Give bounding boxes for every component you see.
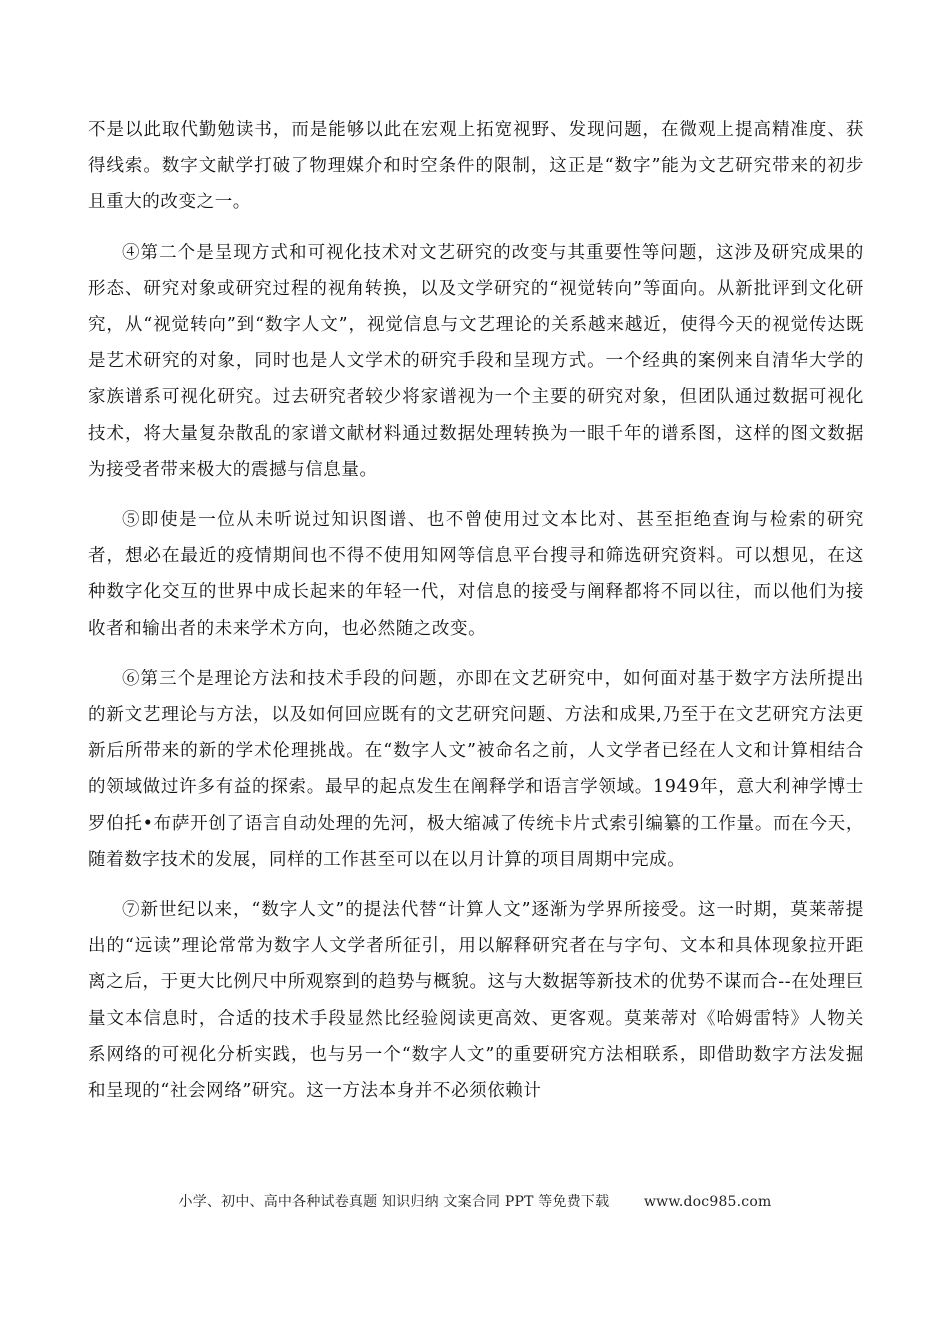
page-footer xyxy=(0,1191,950,1211)
paragraph-7: ⑦新世纪以来，“数字人文”的提法代替“计算人文”逐渐为学界所接受。这一时期，莫莱蒂提出的“远读”理论常常为数字人文学者所征引，用以解释研究者在与字句、文本和具体现象拉开距离之后，于更大比例尺中所观察到的趋势与概貌。这与大数据等新技术的优势不谋而合--在处理巨量文本信息时，合适的技术手段显然比经验阅读更高效、更客观。莫莱蒂对《哈姆雷特》人物关系网络的可视化分析实践，也与另一个“数字人文”的重要研究方法相联系，即借助数字方法发掘和呈现的“社会网络”研究。这一方法本身并不必须依赖计 xyxy=(88,900,864,1102)
footer-text: 小学、初中、高中各种试卷真题 知识归纳 文案合同 PPT 等免费下载 xyxy=(178,1194,610,1210)
footer-url[interactable]: www.doc985.com xyxy=(643,1194,772,1210)
document-body xyxy=(88,112,864,1123)
paragraph-6: ⑥第三个是理论方法和技术手段的问题，亦即在文艺研究中，如何面对基于数字方法所提出的新文艺理论与方法，以及如何回应既有的文艺研究问题、方法和成果,乃至于在文艺研究方法更新后所带来的新的学术伦理挑战。在“数字人文”被命名之前，人文学者已经在人文和计算相结合的领域做过许多有益的探索。最早的起点发生在阐释学和语言学领域。1949年，意大利神学博士罗伯托•布萨开创了语言自动处理的先河，极大缩减了传统卡片式索引编纂的工作量。而在今天，随着数字技术的发展，同样的工作甚至可以在以月计算的项目周期中完成。 xyxy=(88,668,864,870)
paragraph-4: ④第二个是呈现方式和可视化技术对文艺研究的改变与其重要性等问题，这涉及研究成果的形态、研究对象或研究过程的视角转换，以及文学研究的“视觉转向”等面向。从新批评到文化研究，从“视觉转向”到“数字人文”，视觉信息与文艺理论的关系越来越近，使得今天的视觉传达既是艺术研究的对象，同时也是人文学术的研究手段和呈现方式。一个经典的案例来自清华大学的家族谱系可视化研究。过去研究者较少将家谱视为一个主要的研究对象，但团队通过数据可视化技术，将大量复杂散乱的家谱文献材料通过数据处理转换为一眼千年的谱系图，这样的图文数据为接受者带来极大的震撼与信息量。 xyxy=(88,242,864,480)
paragraph-continuation: 不是以此取代勤勉读书，而是能够以此在宏观上拓宽视野、发现问题，在微观上提高精准度、获得线索。数字文献学打破了物理媒介和时空条件的限制，这正是“数字”能为文艺研究带来的初步且重大的改变之一。 xyxy=(88,120,864,213)
paragraph-5: ⑤即使是一位从未听说过知识图谱、也不曾使用过文本比对、甚至拒绝查询与检索的研究者，想必在最近的疫情期间也不得不使用知网等信息平台搜寻和筛选研究资料。可以想见，在这种数字化交互的世界中成长起来的年轻一代，对信息的接受与阐释都将不同以往，而以他们为接收者和输出者的未来学术方向，也必然随之改变。 xyxy=(88,510,864,639)
